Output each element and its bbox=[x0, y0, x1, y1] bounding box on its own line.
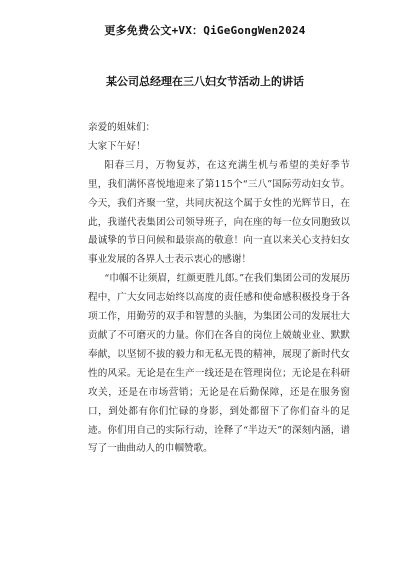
body-paragraph: 阳春三月，万物复苏，在这充满生机与希望的美好季节里，我们满怀喜悦地迎来了第115个“三八”国际劳动妇女节。今天，我们齐聚一堂，共同庆祝这个属于女性的光辉节日，在此，我谨代表集团公司领导班子，向在座的每一位女同胞致以最诚挚的节日问候和最崇高的敬意！向一直以来关心支持妇女事业发展的各界人士表示衷心的感谢！ bbox=[88, 159, 350, 266]
promo-banner: 更多免费公文+VX：QiGeGongWen2024 bbox=[104, 24, 306, 37]
salutation-line: 亲爱的姐妹们： bbox=[88, 122, 156, 133]
document-body bbox=[88, 119, 350, 459]
document-title: 某公司总经理在三八妇女节活动上的讲话 bbox=[106, 75, 304, 88]
greeting-line: 大家下午好！ bbox=[88, 140, 146, 152]
body-paragraph: “巾帼不让须眉，红颜更胜儿郎。”在我们集团公司的发展历程中，广大女同志始终以高度的责任感和使命感积极投身于各项工作，用勤劳的双手和智慧的头脑，为集团公司的发展壮大贡献了不可磨灭的力量。你们在各自的岗位上兢兢业业、默默奉献，以坚韧不拔的毅力和无私无畏的精神，展现了新时代女性的风采。无论是在生产一线还是在管理岗位；无论是在科研攻关，还是在市场营销；无论是在后勤保障，还是在服务窗口，到处都有你们忙碌的身影，到处都留下了你们奋斗的足迹。你们用自己的实际行动，诠释了“半边天”的深刻内涵，谱写了一曲曲动人的巾帼赞歌。 bbox=[88, 273, 350, 455]
